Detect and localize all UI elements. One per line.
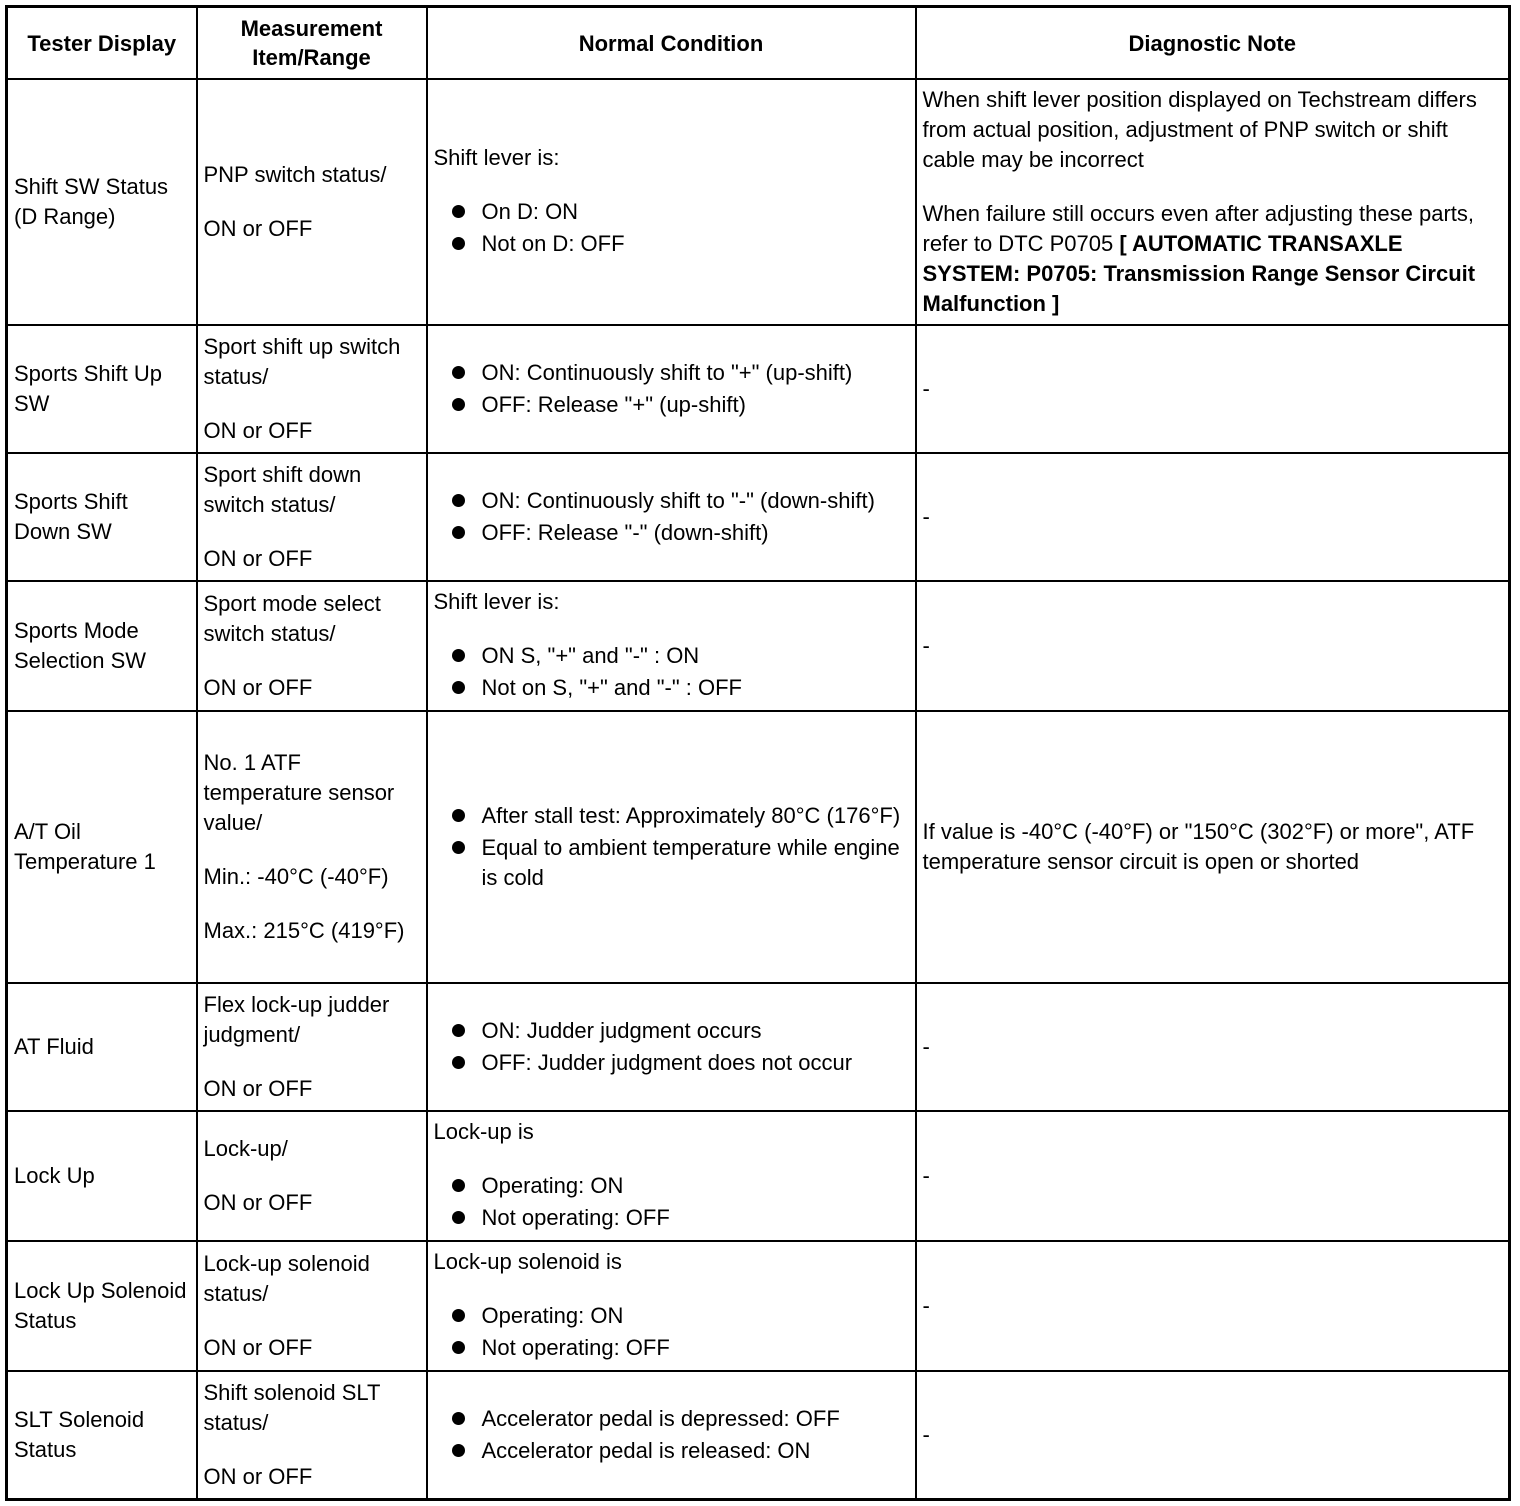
measurement-item: No. 1 ATF temperature sensor value/ (203, 750, 395, 835)
normal-condition-cell (427, 325, 916, 453)
header-measurement-item-range (197, 7, 427, 80)
header-diagnostic-note: Diagnostic Note (916, 7, 1510, 80)
measurement-item: Lock-up solenoid status/ (203, 1251, 370, 1306)
diagnostic-note-cell: - (916, 1371, 1510, 1499)
normal-condition-list (434, 197, 909, 259)
table-row (7, 581, 1510, 711)
diagnostic-note-text: When shift lever position displayed on Techstream differs from actual position, adjustment of PNP switch or shift cable may be incorrect (922, 87, 1477, 172)
measurement-cell (197, 79, 427, 325)
measurement-range: ON or OFF (203, 418, 313, 443)
normal-condition-list (434, 1171, 909, 1233)
normal-condition-intro: Shift lever is: (433, 145, 560, 170)
table-row (7, 1241, 1510, 1371)
normal-condition-cell (427, 983, 916, 1111)
list-item: Not operating: OFF (434, 1203, 909, 1233)
measurement-item: Sport shift down switch status/ (203, 462, 362, 517)
normal-condition-list (434, 1404, 909, 1466)
tester-display-cell: A/T Oil Temperature 1 (7, 711, 197, 983)
diagnostic-note-cell: - (916, 581, 1510, 711)
list-item: Not on D: OFF (434, 229, 909, 259)
header-measurement-line2: Item/Range (252, 45, 371, 70)
normal-condition-list (434, 1016, 909, 1078)
tester-display-cell: Lock Up Solenoid Status (7, 1241, 197, 1371)
normal-condition-intro: Lock-up is (433, 1119, 534, 1144)
diagnostic-note-cell: If value is -40°C (-40°F) or "150°C (302°F) or more", ATF temperature sensor circuit is open or shorted (916, 711, 1510, 983)
dtc-reference-link[interactable]: [ AUTOMATIC TRANSAXLE SYSTEM: P0705: Transmission Range Sensor Circuit Malfunction ] (922, 231, 1476, 316)
measurement-cell (197, 453, 427, 581)
diagnostic-note-reference-text: When failure still occurs even after adjusting these parts, refer to DTC P0705 (922, 201, 1474, 256)
normal-condition-intro: Lock-up solenoid is (433, 1249, 622, 1274)
diagnostic-note-cell: - (916, 1111, 1510, 1241)
measurement-cell (197, 711, 427, 983)
diagnostic-note-cell: - (916, 983, 1510, 1111)
list-item: Accelerator pedal is released: ON (434, 1436, 909, 1466)
measurement-range: ON or OFF (203, 1335, 313, 1360)
measurement-cell (197, 325, 427, 453)
tester-display-cell: SLT Solenoid Status (7, 1371, 197, 1499)
measurement-item: Sport shift up switch status/ (203, 334, 401, 389)
diagnostic-note-cell: - (916, 1241, 1510, 1371)
normal-condition-list (434, 486, 909, 548)
list-item: Not on S, "+" and "-" : OFF (434, 673, 909, 703)
measurement-item: Lock-up/ (203, 1136, 288, 1161)
header-normal-condition: Normal Condition (427, 7, 916, 80)
measurement-item: Sport mode select switch status/ (203, 591, 381, 646)
data-list-table (5, 5, 1511, 1501)
table-row (7, 453, 1510, 581)
normal-condition-cell (427, 581, 916, 711)
normal-condition-cell (427, 1371, 916, 1499)
header-measurement-line1: Measurement (240, 16, 383, 41)
measurement-range: ON or OFF (203, 216, 313, 241)
table-row (7, 1371, 1510, 1499)
list-item: On D: ON (434, 197, 909, 227)
normal-condition-cell (427, 1241, 916, 1371)
list-item: OFF: Release "-" (down-shift) (434, 518, 909, 548)
list-item: OFF: Judder judgment does not occur (434, 1048, 909, 1078)
measurement-range: ON or OFF (203, 675, 313, 700)
normal-condition-list (434, 641, 909, 703)
normal-condition-list (434, 358, 909, 420)
measurement-range: ON or OFF (203, 1190, 313, 1215)
list-item: ON S, "+" and "-" : ON (434, 641, 909, 671)
tester-display-cell: Sports Shift Up SW (7, 325, 197, 453)
table-row (7, 983, 1510, 1111)
measurement-item: Shift solenoid SLT status/ (203, 1379, 381, 1435)
table-row (7, 711, 1510, 983)
list-item: Not operating: OFF (434, 1333, 909, 1363)
tester-display-cell: Lock Up (7, 1111, 197, 1241)
normal-condition-cell (427, 453, 916, 581)
list-item: Operating: ON (434, 1301, 909, 1331)
list-item: OFF: Release "+" (up-shift) (434, 390, 909, 420)
normal-condition-list (434, 801, 909, 893)
measurement-max: Max.: 215°C (419°F) (203, 918, 405, 943)
measurement-range: ON or OFF (203, 1076, 313, 1101)
header-row (7, 7, 1510, 80)
measurement-cell (197, 581, 427, 711)
measurement-cell (197, 1111, 427, 1241)
list-item: ON: Judder judgment occurs (434, 1016, 909, 1046)
measurement-item: Flex lock-up judder judgment/ (203, 992, 390, 1047)
normal-condition-cell (427, 79, 916, 325)
tester-display-cell: AT Fluid (7, 983, 197, 1111)
table-row (7, 79, 1510, 325)
diagnostic-note-reference (923, 199, 1503, 319)
measurement-range: ON or OFF (203, 1463, 313, 1489)
list-item: ON: Continuously shift to "-" (down-shift) (434, 486, 909, 516)
tester-display-cell: Sports Shift Down SW (7, 453, 197, 581)
diagnostic-note-cell: - (916, 453, 1510, 581)
tester-display-cell: Sports Mode Selection SW (7, 581, 197, 711)
list-item: ON: Continuously shift to "+" (up-shift) (434, 358, 909, 388)
measurement-min: Min.: -40°C (-40°F) (203, 864, 389, 889)
measurement-cell (197, 1371, 427, 1499)
table-row (7, 1111, 1510, 1241)
list-item: After stall test: Approximately 80°C (176°F) (434, 801, 909, 831)
measurement-range: ON or OFF (203, 546, 313, 571)
normal-condition-cell (427, 1111, 916, 1241)
normal-condition-intro: Shift lever is: (433, 589, 560, 614)
measurement-cell (197, 983, 427, 1111)
list-item: Equal to ambient temperature while engine is cold (434, 833, 909, 893)
header-tester-display: Tester Display (7, 7, 197, 80)
normal-condition-cell (427, 711, 916, 983)
measurement-cell (197, 1241, 427, 1371)
diagnostic-note-cell (916, 79, 1510, 325)
measurement-item: PNP switch status/ (203, 162, 387, 187)
normal-condition-list (434, 1301, 909, 1363)
table-row (7, 325, 1510, 453)
tester-display-cell: Shift SW Status (D Range) (7, 79, 197, 325)
diagnostic-note-cell: - (916, 325, 1510, 453)
list-item: Operating: ON (434, 1171, 909, 1201)
list-item: Accelerator pedal is depressed: OFF (434, 1404, 909, 1434)
